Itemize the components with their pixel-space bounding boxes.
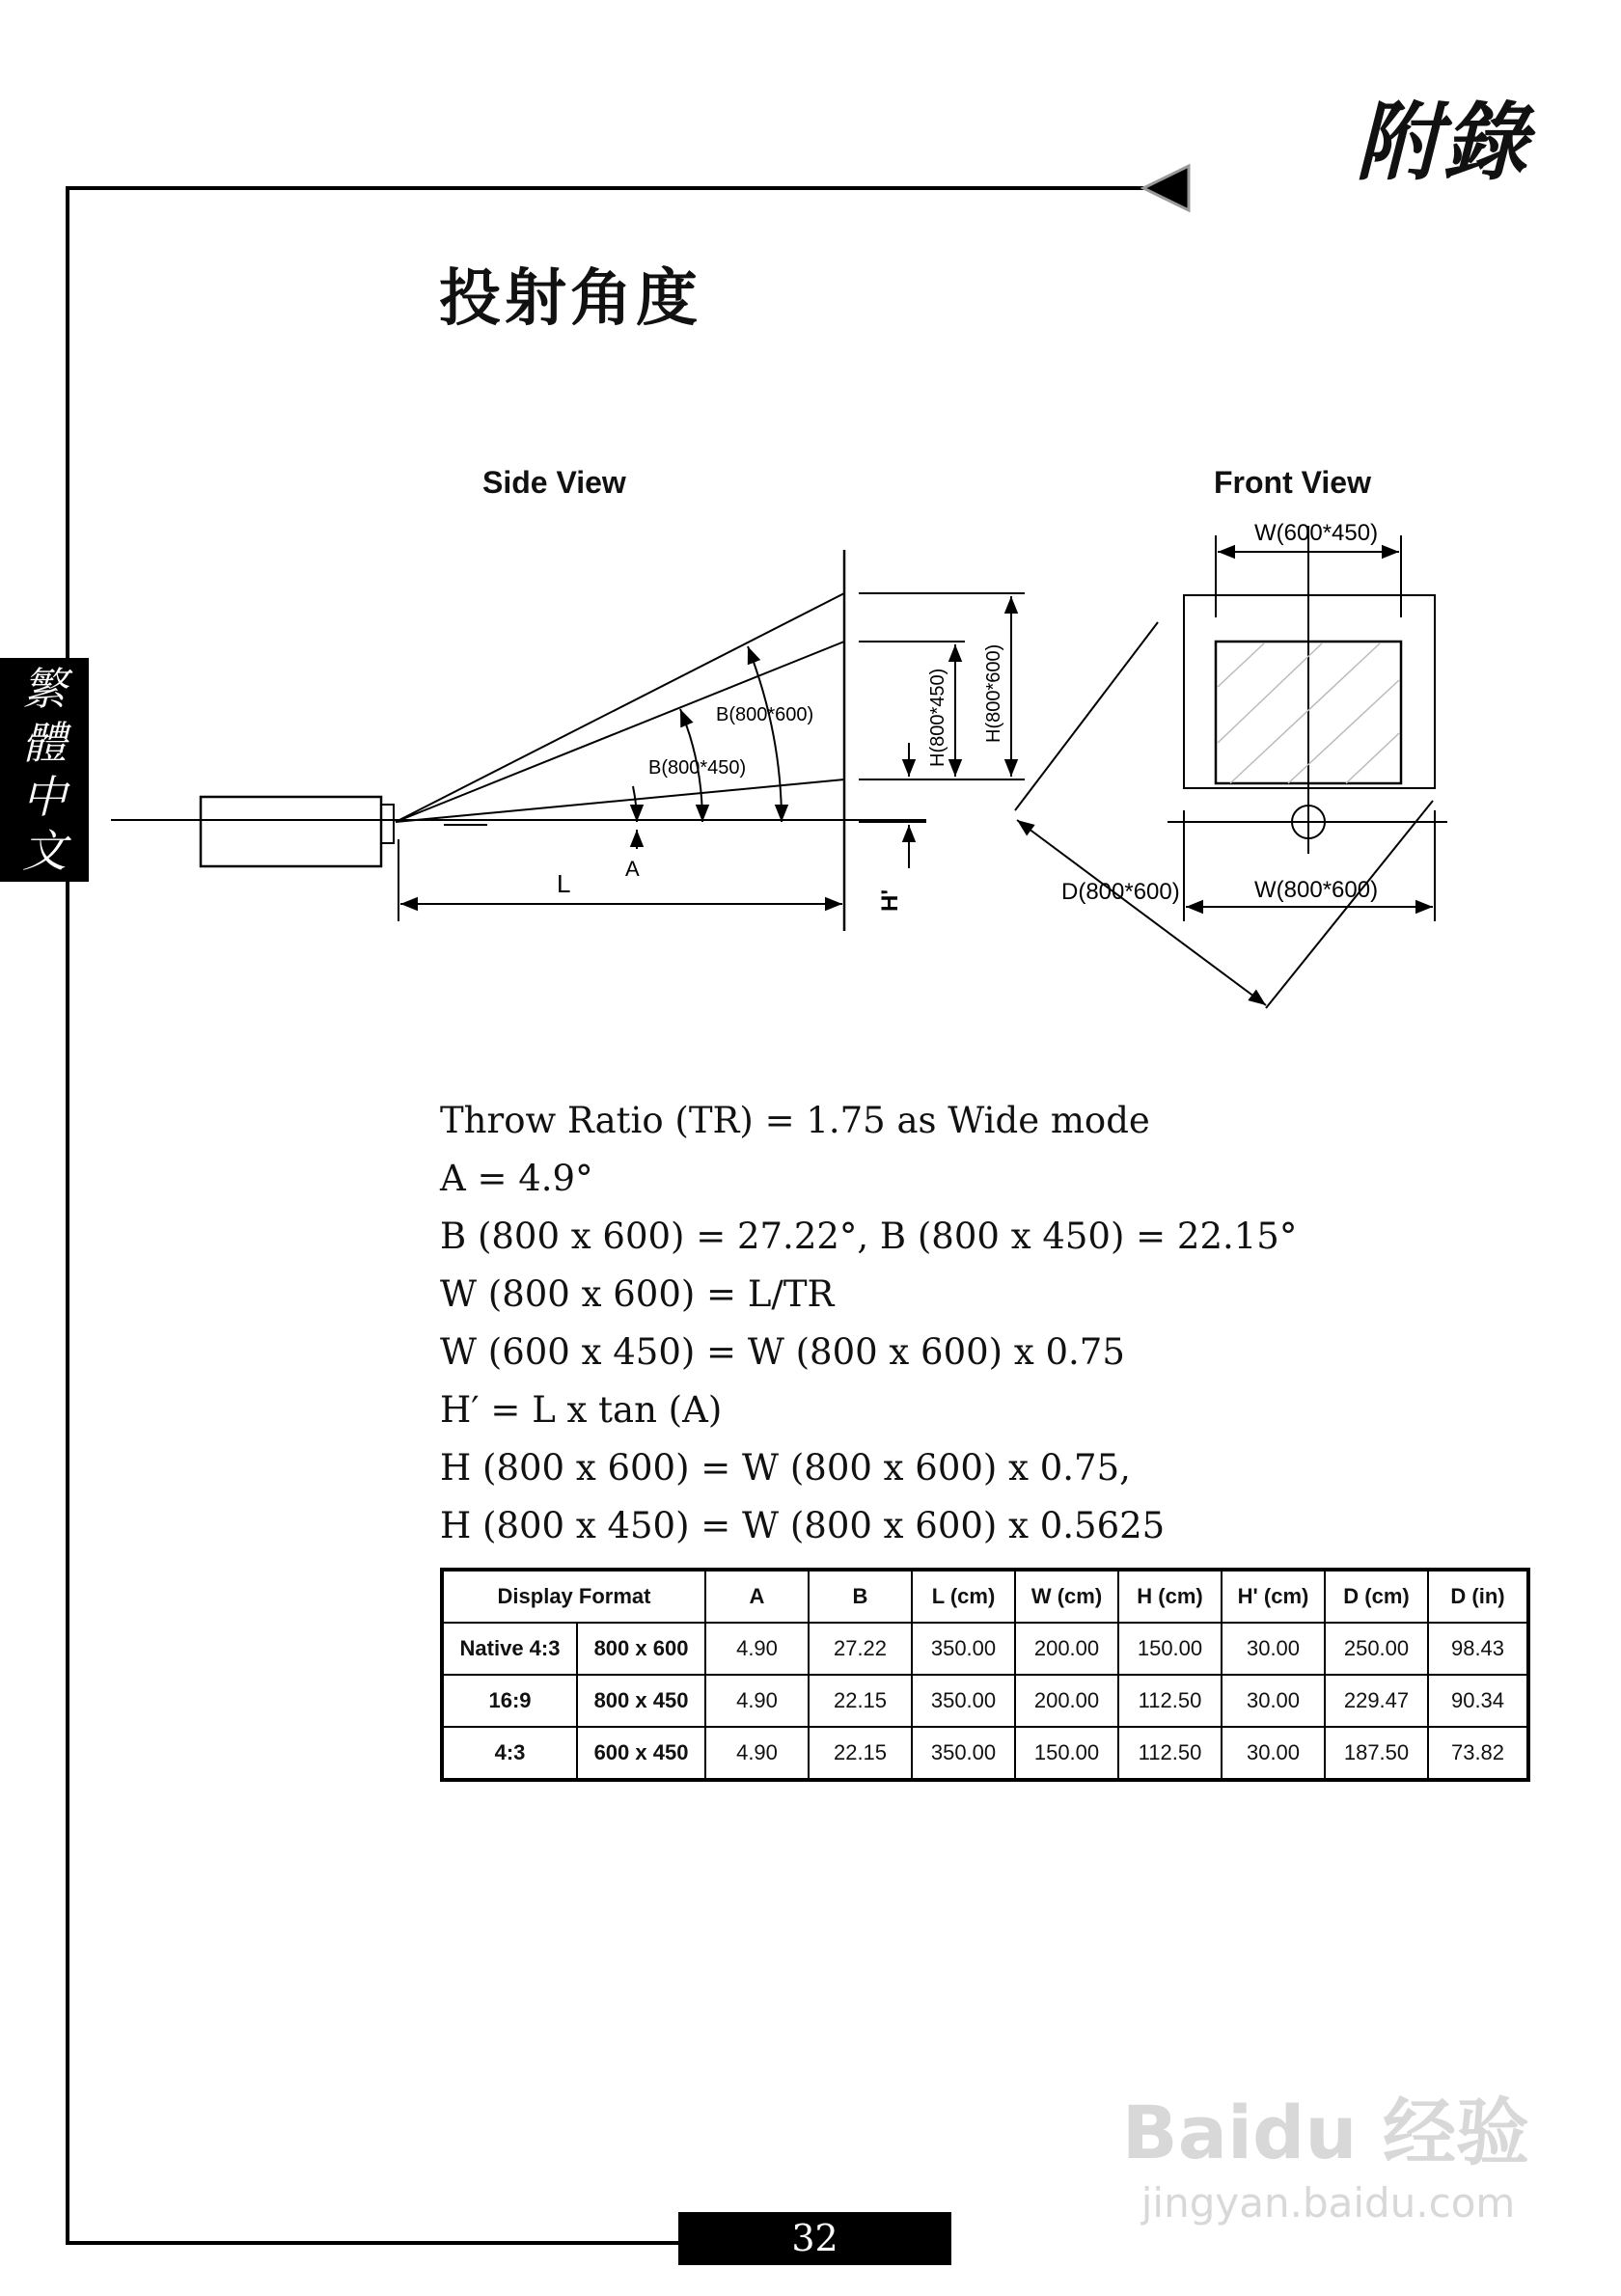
label-h-800x600: H(800*600) (983, 643, 1004, 743)
side-view-label: Side View (482, 465, 626, 500)
table-cell: 112.50 (1118, 1727, 1222, 1780)
table-header: Display Format (442, 1570, 705, 1623)
watermark-main: Baidu 经验 (1121, 2090, 1529, 2175)
formula-list (440, 1092, 1297, 1555)
language-tab-char: 繁 (22, 663, 67, 715)
formula-line: H′ = L x tan (A) (440, 1389, 723, 1431)
language-tab-char: 體 (22, 717, 67, 769)
front-view-label: Front View (1214, 465, 1371, 500)
table-cell: 22.15 (809, 1727, 912, 1780)
table-cell: Native 4:3 (442, 1623, 577, 1675)
language-tab-char: 文 (22, 825, 67, 877)
formula-line: A = 4.9° (440, 1158, 593, 1199)
label-h-prime: H' (877, 888, 903, 912)
table-cell: 229.47 (1325, 1675, 1428, 1727)
table-cell: 800 x 600 (577, 1623, 705, 1675)
table-header: L (cm) (912, 1570, 1015, 1623)
projector-lens (381, 805, 394, 843)
table-cell: 187.50 (1325, 1727, 1428, 1780)
table-cell: 350.00 (912, 1727, 1015, 1780)
table-header-row (442, 1570, 1528, 1623)
language-tab-char: 中 (22, 771, 67, 823)
table-cell: 4.90 (705, 1675, 809, 1727)
table-cell: 30.00 (1222, 1675, 1325, 1727)
table-cell: 98.43 (1428, 1623, 1528, 1675)
table-cell: 4.90 (705, 1727, 809, 1780)
table-header: A (705, 1570, 809, 1623)
table-cell: 4:3 (442, 1727, 577, 1780)
front-view-drawing (1015, 526, 1447, 1008)
front-view-labels (1061, 520, 1378, 905)
table-cell: 150.00 (1015, 1727, 1118, 1780)
table-row (442, 1675, 1528, 1727)
table-header: H' (cm) (1222, 1570, 1325, 1623)
table-cell: 350.00 (912, 1623, 1015, 1675)
label-a: A (625, 857, 640, 881)
label-b-800x600: B(800*600) (716, 704, 814, 725)
label-w-800x600: W(800*600) (1254, 877, 1379, 903)
label-h-800x450: H(800*450) (927, 668, 948, 767)
table-cell: 4.90 (705, 1623, 809, 1675)
table-cell: 112.50 (1118, 1675, 1222, 1727)
formula-line: H (800 x 450) = W (800 x 600) x 0.5625 (440, 1505, 1166, 1546)
label-l: L (557, 869, 571, 898)
table-cell: 90.34 (1428, 1675, 1528, 1727)
watermark (1122, 2074, 1529, 2227)
projector-body (201, 797, 381, 866)
projection-diagram (0, 0, 1621, 1061)
table-cell: 22.15 (809, 1675, 912, 1727)
table-cell: 250.00 (1325, 1623, 1428, 1675)
side-view-labels (557, 644, 1004, 912)
formula-line: B (800 x 600) = 27.22°, B (800 x 450) = 22.15° (440, 1216, 1298, 1257)
formula-line: W (600 x 450) = W (800 x 600) x 0.75 (440, 1331, 1125, 1373)
formula-line: Throw Ratio (TR) = 1.75 as Wide mode (440, 1100, 1150, 1141)
table-cell: 350.00 (912, 1675, 1015, 1727)
section-title: 附錄 (1355, 92, 1529, 192)
page-title: 投射角度 (439, 263, 701, 335)
table-header: B (809, 1570, 912, 1623)
label-b-800x450: B(800*450) (648, 757, 747, 779)
table-cell: 27.22 (809, 1623, 912, 1675)
table-cell: 200.00 (1015, 1623, 1118, 1675)
table-cell: 800 x 450 (577, 1675, 705, 1727)
label-d-800x600: D(800*600) (1061, 879, 1180, 905)
table-header: D (cm) (1325, 1570, 1428, 1623)
table-cell: 150.00 (1118, 1623, 1222, 1675)
table-header: W (cm) (1015, 1570, 1118, 1623)
table-cell: 30.00 (1222, 1623, 1325, 1675)
table-cell: 16:9 (442, 1675, 577, 1727)
label-w-600x450: W(600*450) (1254, 520, 1379, 546)
table-header: H (cm) (1118, 1570, 1222, 1623)
table-cell: 200.00 (1015, 1675, 1118, 1727)
page-number: 32 (678, 2212, 951, 2265)
watermark-sub: jingyan.baidu.com (1140, 2179, 1516, 2227)
table-cell: 73.82 (1428, 1727, 1528, 1780)
table-row (442, 1727, 1528, 1780)
table-cell: 600 x 450 (577, 1727, 705, 1780)
formula-line: H (800 x 600) = W (800 x 600) x 0.75, (440, 1447, 1131, 1489)
spec-table (440, 1568, 1530, 1782)
table-header: D (in) (1428, 1570, 1528, 1623)
table-row (442, 1623, 1528, 1675)
formula-line: W (800 x 600) = L/TR (440, 1273, 835, 1315)
table-cell: 30.00 (1222, 1727, 1325, 1780)
